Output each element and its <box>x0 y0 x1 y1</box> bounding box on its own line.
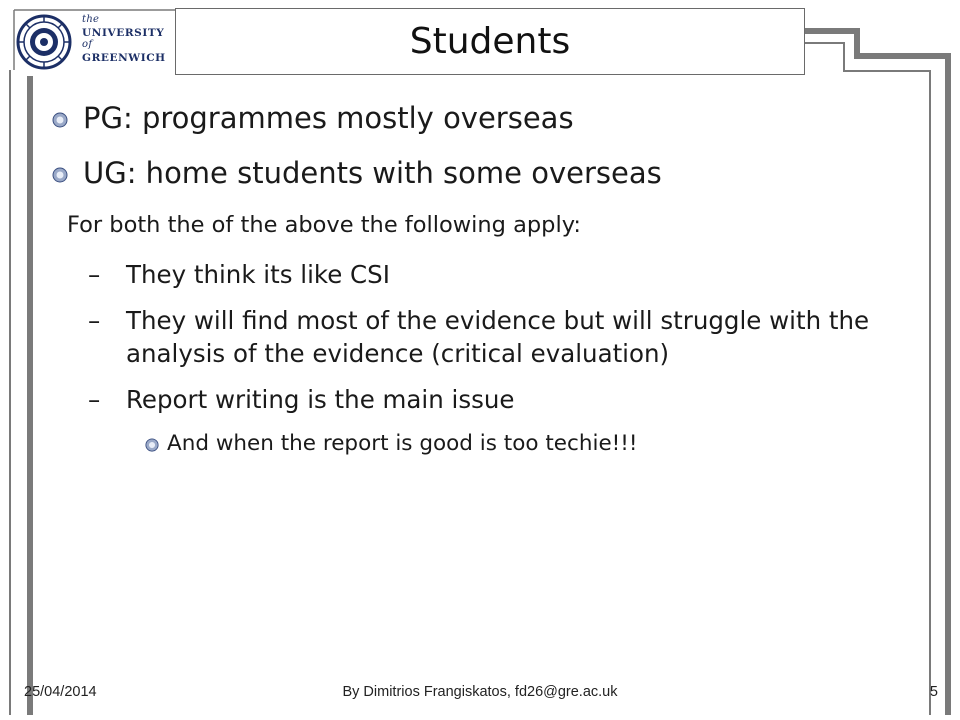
sub-sub-item <box>40 429 940 459</box>
bullet-item <box>40 155 940 191</box>
dash-marker: – <box>88 260 101 289</box>
logo-line-4: GREENWICH <box>82 51 166 64</box>
sub-item-text: They think its like CSI <box>126 260 390 289</box>
logo-line-1: the <box>82 14 100 25</box>
sub-item <box>40 304 900 370</box>
sub-item <box>40 258 940 291</box>
sub-sub-item-text: And when the report is good is too techie!!! <box>167 431 638 456</box>
sub-item-text: They will find most of the evidence but will struggle with the analysis of the evidence (critical evaluation) <box>126 306 870 368</box>
logo-line-3: of <box>82 39 93 50</box>
sub-item-text: Report writing is the main issue <box>126 385 515 414</box>
footer-date: 25/04/2014 <box>24 684 97 700</box>
logo-wordmark <box>82 14 166 64</box>
round-bullet-icon <box>52 112 68 128</box>
slide-body <box>40 100 940 459</box>
bullet-item <box>40 100 940 136</box>
dash-marker: – <box>88 306 101 335</box>
dash-marker: – <box>88 385 101 414</box>
intro-paragraph: For both the of the above the following apply: <box>67 212 581 238</box>
university-logo <box>14 12 182 76</box>
bullet-text: PG: programmes mostly overseas <box>83 101 574 135</box>
bullet-text: UG: home students with some overseas <box>83 156 662 190</box>
title-box <box>175 8 805 75</box>
round-bullet-icon <box>52 167 68 183</box>
footer-author: By Dimitrios Frangiskatos, fd26@gre.ac.uk <box>342 684 618 700</box>
slide-title: Students <box>409 21 571 62</box>
round-bullet-icon <box>145 438 159 452</box>
university-crest-icon <box>14 12 74 72</box>
footer-page-number: 5 <box>929 684 938 700</box>
sub-item <box>40 383 940 416</box>
logo-line-2: UNIVERSITY <box>82 26 165 39</box>
